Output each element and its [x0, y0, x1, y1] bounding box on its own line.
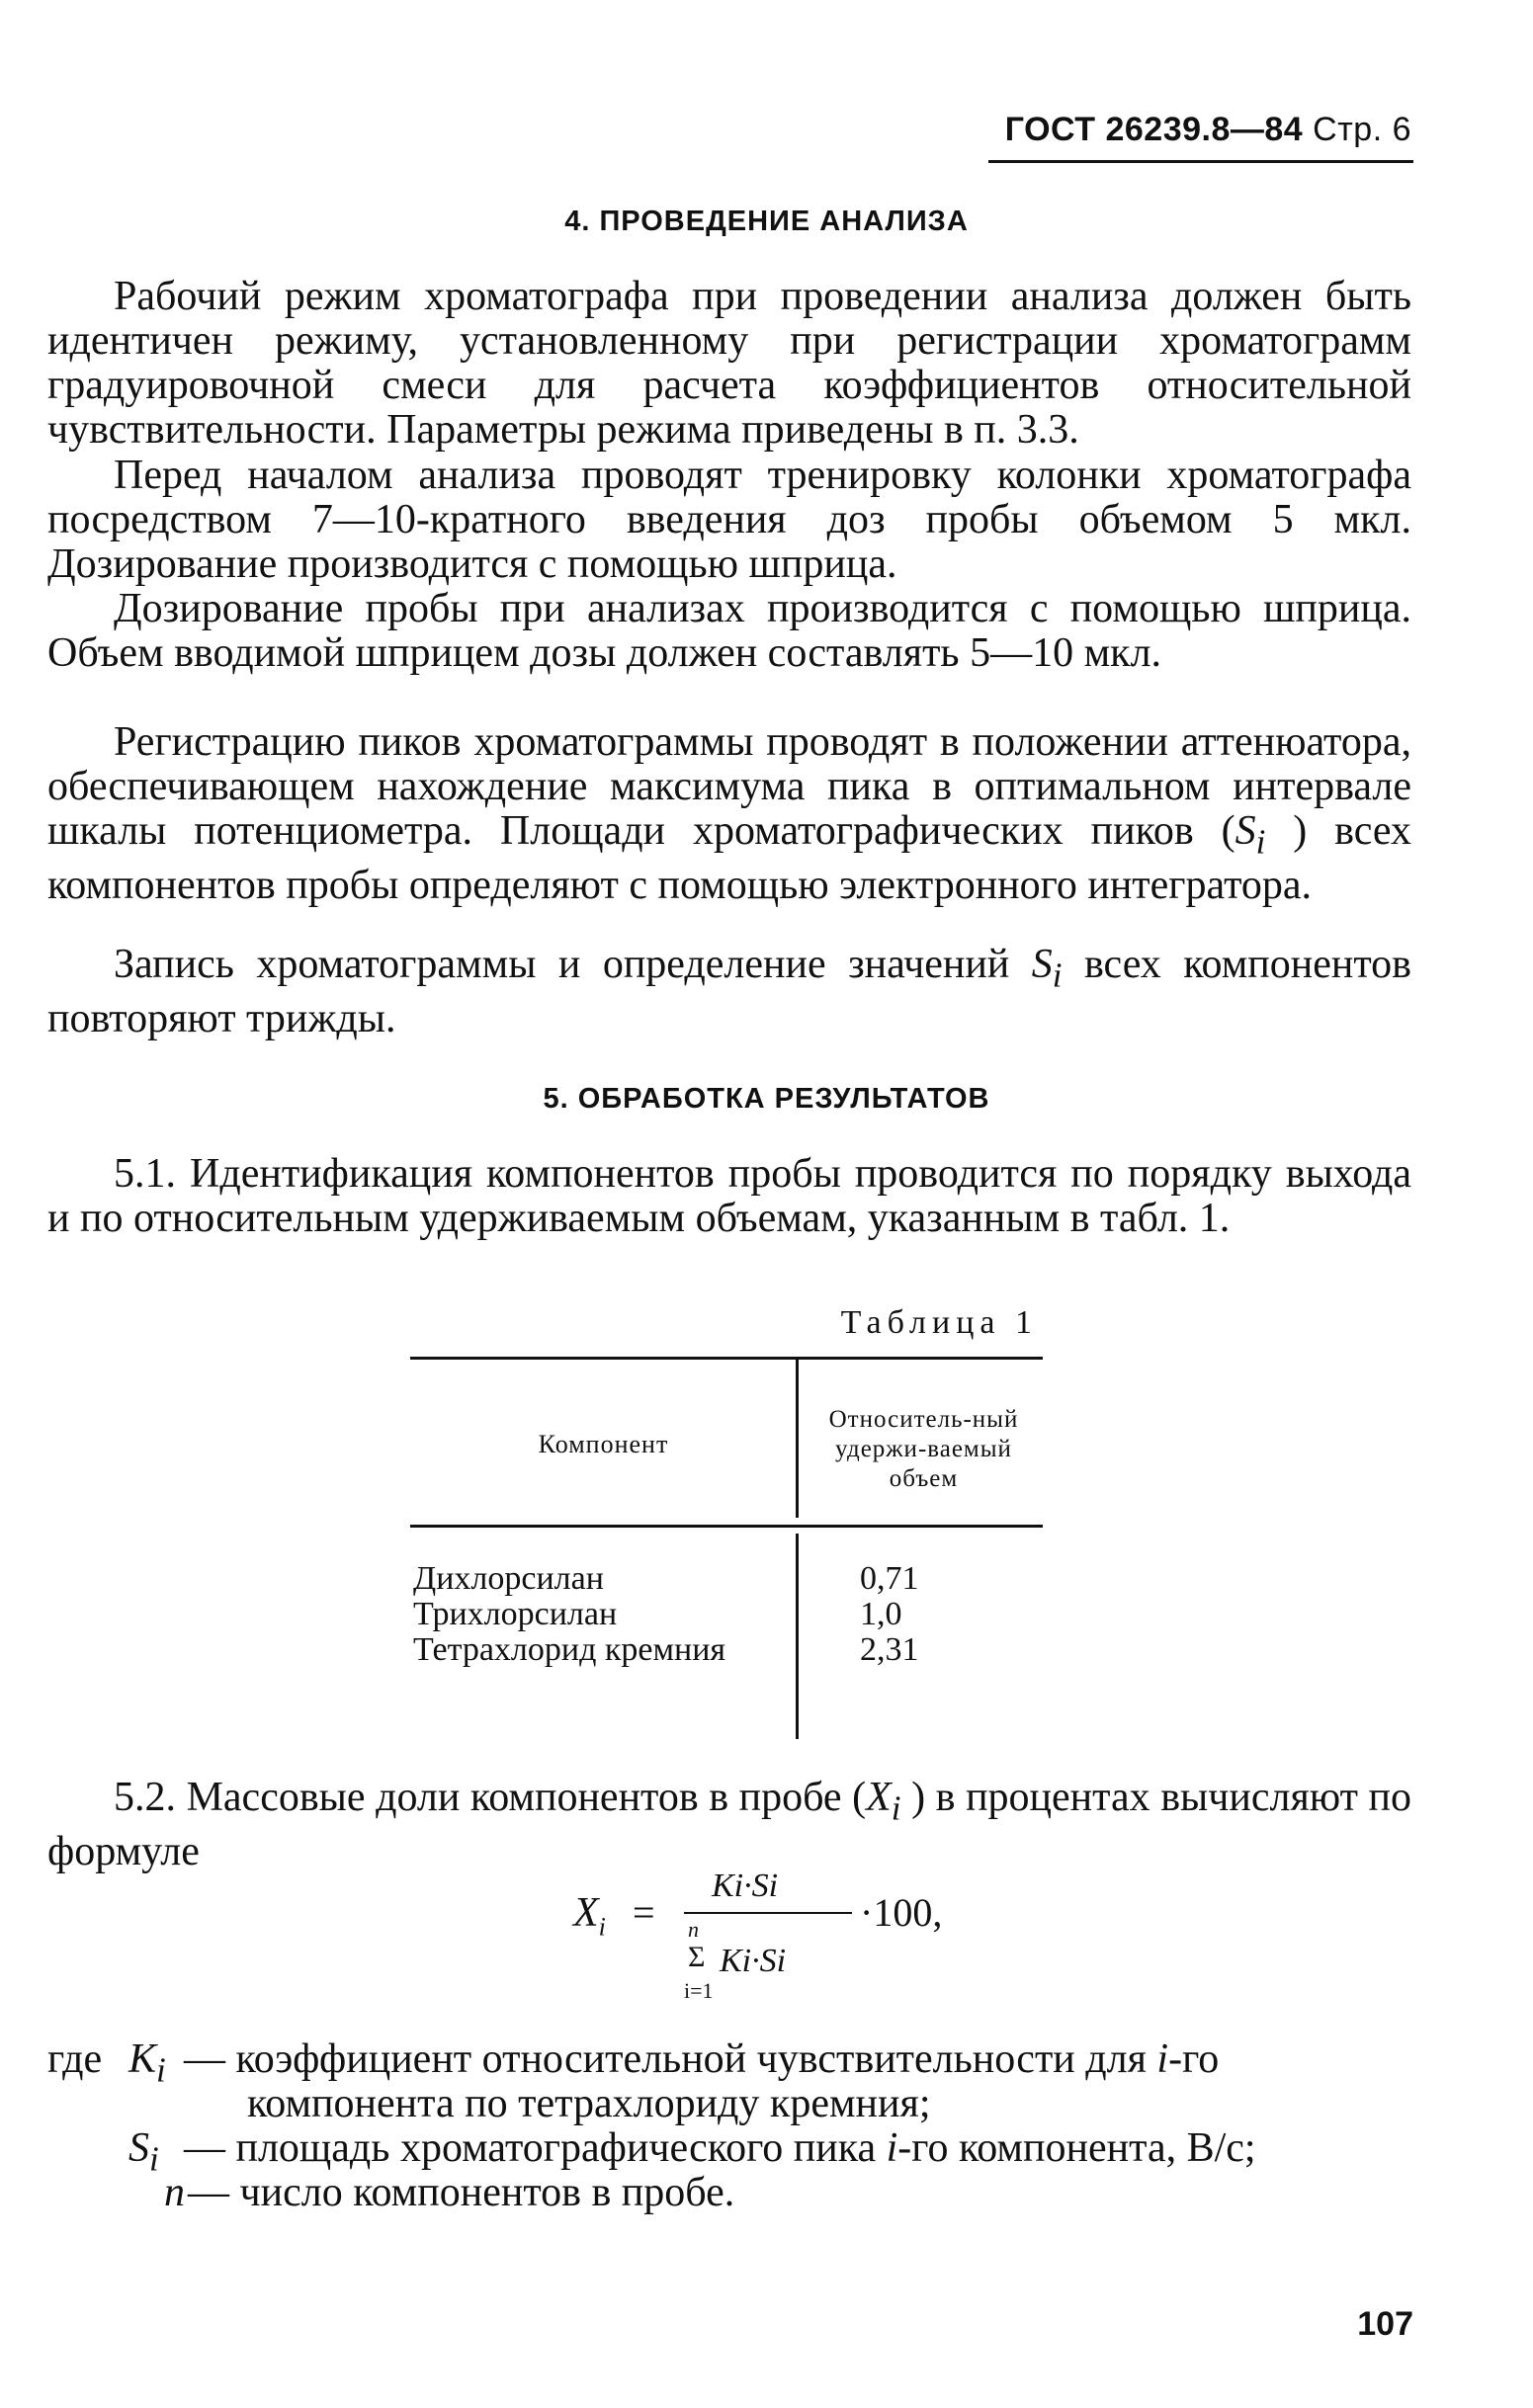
- table-col-value: Относитель-ный удержи-ваемый объем: [828, 1406, 1019, 1492]
- definition-s-symbol: $S_i$: [128, 2125, 159, 2179]
- fraction-bar: [684, 1912, 852, 1914]
- table-cell-component: Дихлорсилан: [413, 1560, 604, 1597]
- page-header: [988, 111, 1411, 149]
- section-4-paragraph-1: Рабочий режим хроматографа при проведении анализа должен быть идентичен режиму, установленному при регистрации хроматограмм градуировочной смеси для расчета коэффициентов относительной чувствительности. Параметры режима приведены в п. 3.3.: [47, 274, 1411, 453]
- definition-s-text: — площадь хроматографического пика i-го компонента, В/с;: [184, 2125, 1256, 2171]
- table-col-component: Компонент: [538, 1430, 669, 1458]
- formula-lhs: $X_i$: [573, 1890, 606, 1942]
- table-cell-component: Тетрахлорид кремния: [413, 1631, 726, 1668]
- table-caption: Таблица 1: [840, 1304, 1038, 1341]
- section-5-title: 5. ОБРАБОТКА РЕЗУЛЬТАТОВ: [543, 1083, 990, 1115]
- section-5-paragraph-1: 5.1. Идентификация компонентов пробы проводится по порядку выхода и по относительным удерживаемым объемам, указанным в табл. 1.: [47, 1151, 1411, 1241]
- definition-k-text-cont: компонента по тетрахлориду кремния;: [247, 2081, 931, 2126]
- sum-upper-limit: n: [688, 1917, 699, 1942]
- section-4-paragraph-3: Дозирование пробы при анализах производится с помощью шприца. Объем вводимой шприцем дозы должен составлять 5—10 мкл.: [47, 586, 1411, 676]
- formula-equals: =: [633, 1890, 655, 1935]
- definition-n-text: — число компонентов в пробе.: [188, 2170, 735, 2215]
- table-top-rule: [410, 1357, 1043, 1360]
- table-cell-component: Трихлорсилан: [413, 1596, 618, 1632]
- table-header-rule: [410, 1525, 1043, 1528]
- symbol-x: X: [866, 1775, 892, 1820]
- section-4-paragraph-4: Регистрацию пиков хроматограммы проводят в положении аттенюатора, обеспечивающем нахождение максимума пика в оптимальном интервале шкалы потенциометра. Площади хроматографических пиков ($S_i$ ) всех компонентов пробы определяют с помощью электронного интегратора.: [47, 719, 1411, 909]
- table-cell-value: 2,31: [860, 1631, 919, 1668]
- symbol-s: S: [1235, 808, 1256, 854]
- section-5-paragraph-2: 5.2. Массовые доли компонентов в пробе ($X_i$ ) в процентах вычисляют по формуле: [47, 1775, 1412, 1875]
- formula-denominator: Ki·Si: [720, 1943, 787, 1979]
- definition-k-symbol: $K_i$: [128, 2036, 166, 2090]
- definition-where: где: [47, 2036, 103, 2082]
- definition-k-text: — коэффициент относительной чувствительности для i-го: [184, 2036, 1220, 2082]
- page-number: 107: [1357, 2305, 1413, 2343]
- formula: [573, 1868, 1028, 2016]
- formula-numerator: Ki·Si: [712, 1868, 779, 1904]
- table-header-divider: [796, 1360, 799, 1518]
- header-rule: [988, 160, 1413, 163]
- formula-tail: ·100,: [860, 1890, 943, 1935]
- page-label: Стр. 6: [1313, 111, 1411, 148]
- standard-number: ГОСТ 26239.8—84: [1004, 111, 1304, 148]
- table-cell-value: 0,71: [860, 1560, 919, 1597]
- section-4-paragraph-5: Запись хроматограммы и определение значений $S_i$ всех компонентов повторяют трижды.: [47, 942, 1412, 1042]
- sum-sigma: Σ: [688, 1941, 706, 1973]
- sum-lower-limit: i=1: [684, 1978, 714, 2003]
- section-4-paragraph-2: Перед началом анализа проводят тренировку колонки хроматографа посредством 7—10-кратного введения доз пробы объемом 5 мкл. Дозирование производится с помощью шприца.: [47, 453, 1411, 587]
- section-4-title: 4. ПРОВЕДЕНИЕ АНАЛИЗА: [564, 206, 969, 237]
- table-body-divider: [796, 1534, 799, 1739]
- table-cell-value: 1,0: [860, 1596, 902, 1632]
- symbol-s: S: [1031, 942, 1053, 987]
- definition-n-symbol: n: [164, 2170, 185, 2215]
